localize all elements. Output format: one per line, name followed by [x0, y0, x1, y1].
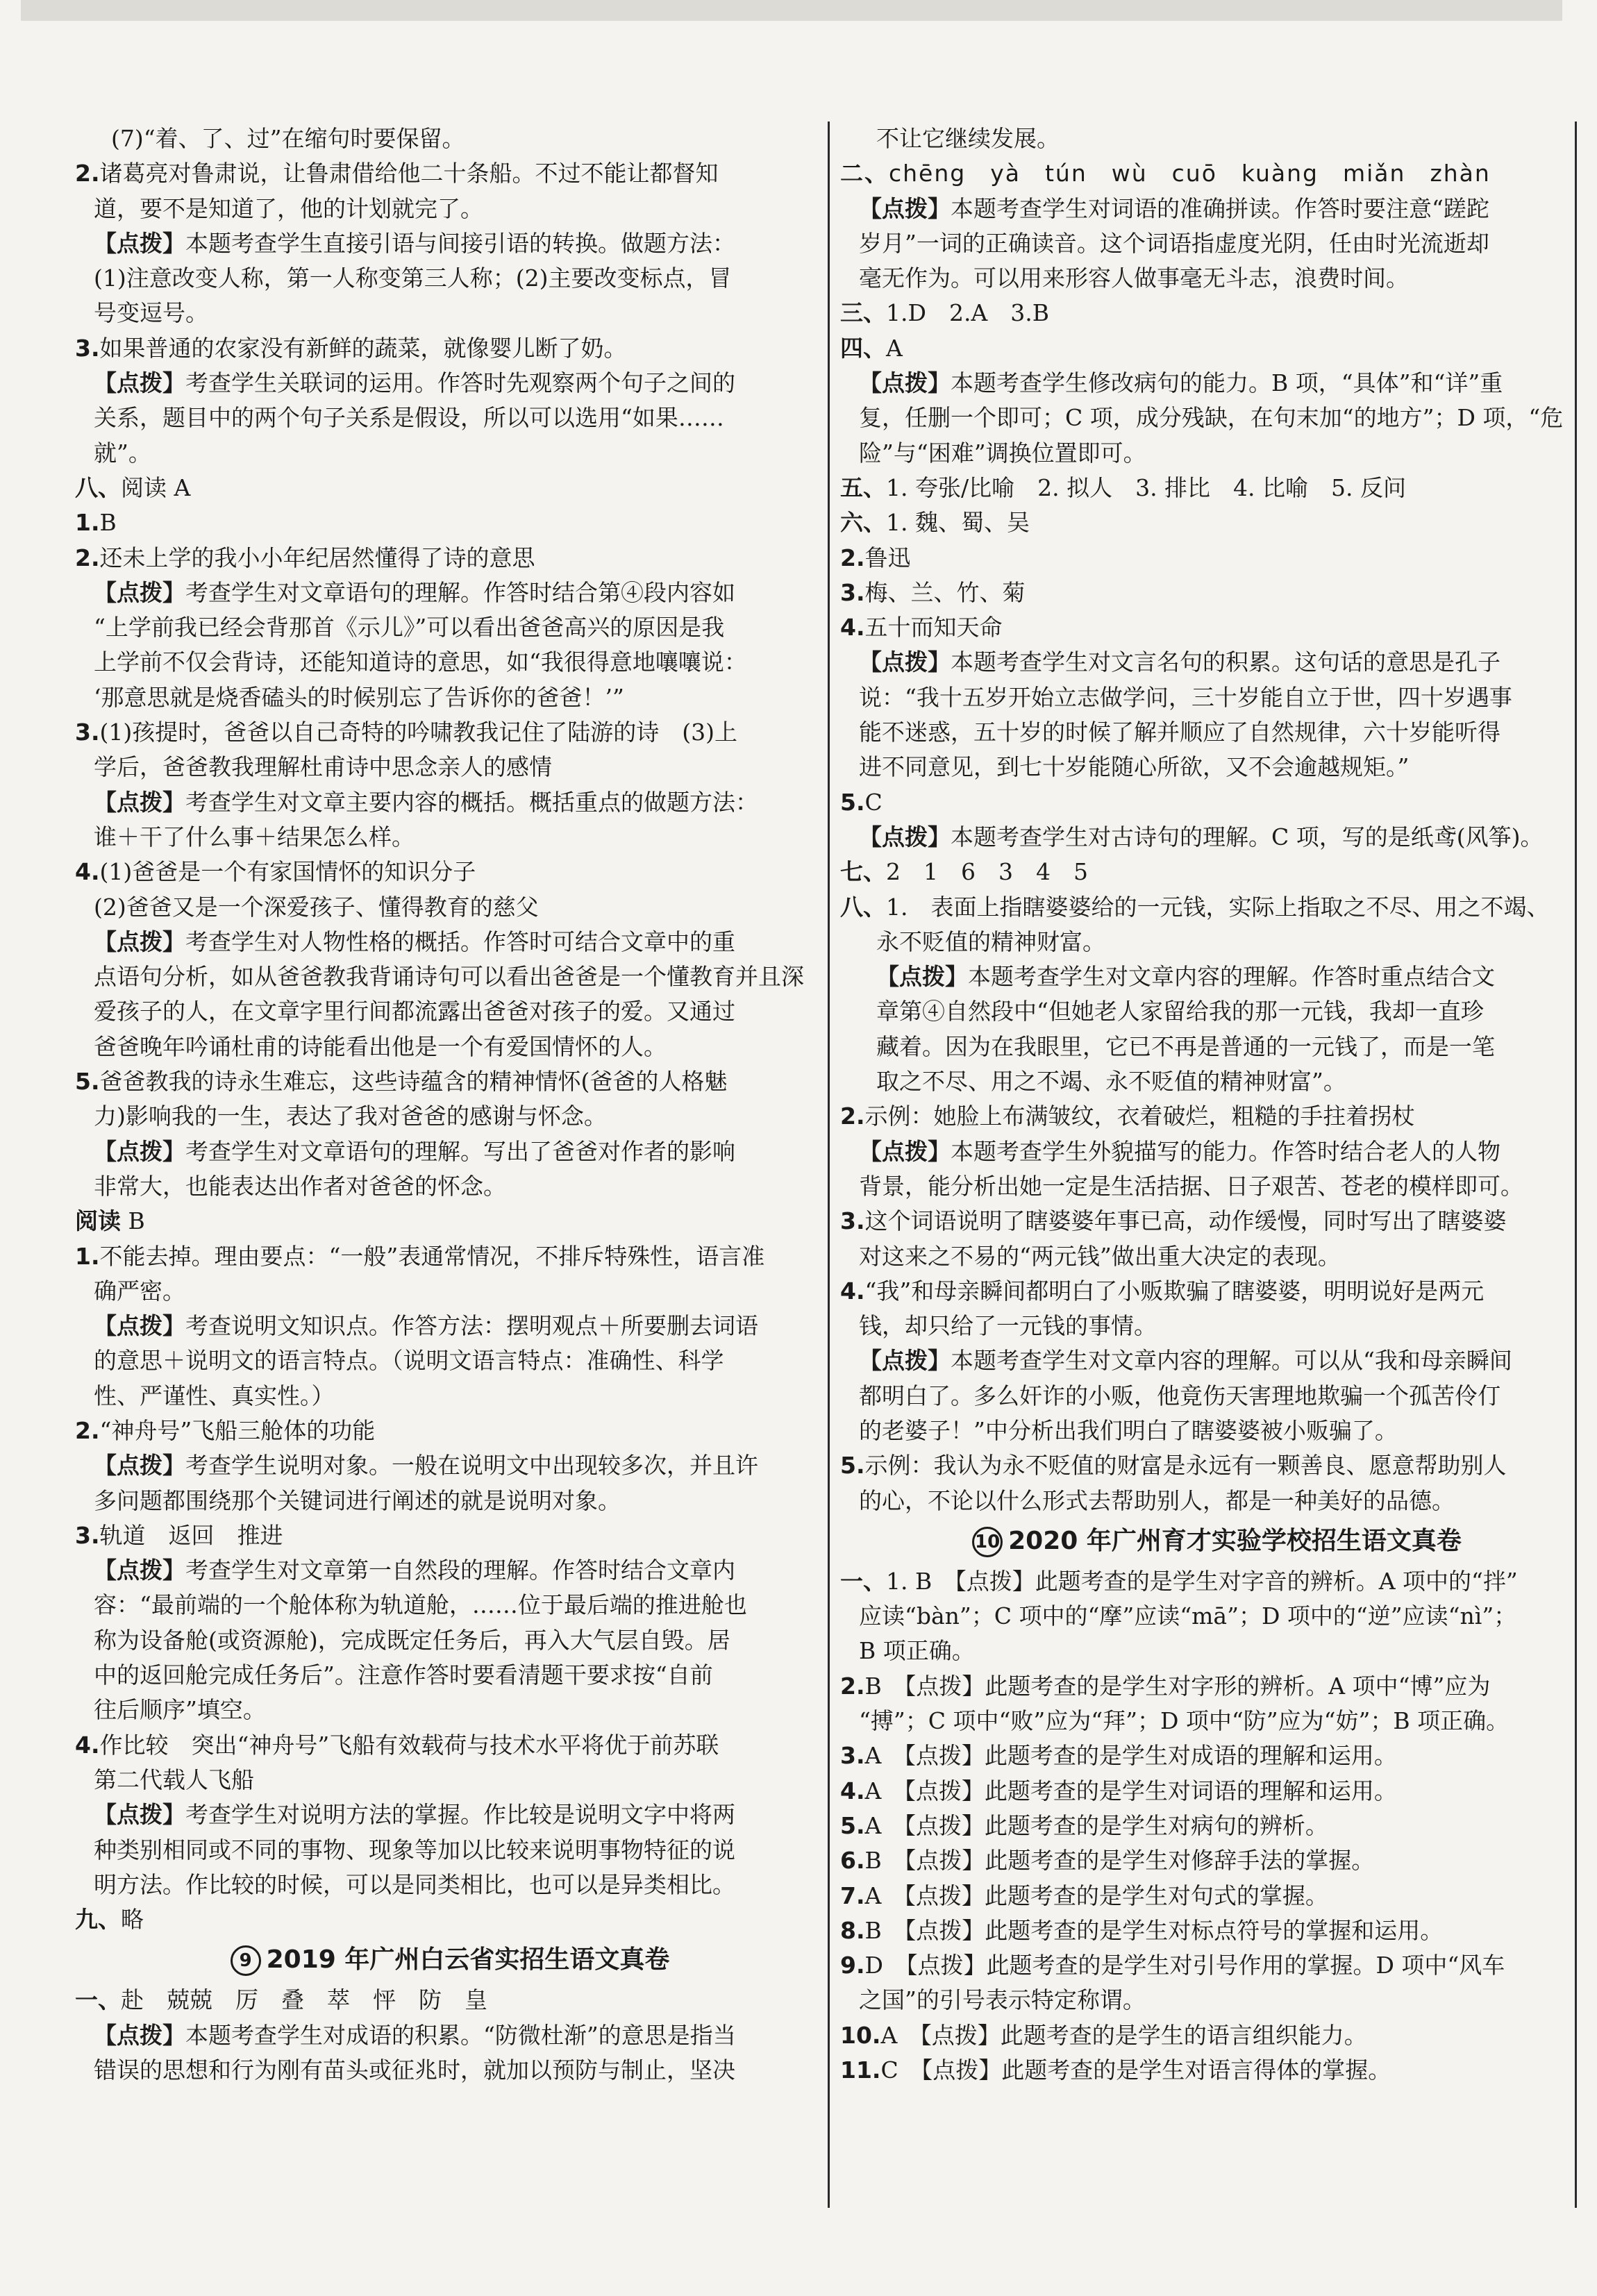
hint-tag: 【点拨】 — [94, 1137, 185, 1165]
answer-line — [840, 925, 1594, 960]
line-text: 轨道 返回 推进 — [99, 1521, 283, 1549]
section-title — [840, 1518, 1594, 1564]
answer-line — [840, 541, 1594, 576]
item-number: 5. — [75, 1068, 100, 1096]
line-text: 应读“bàn”；C 项中的“摩”应读“mā”；D 项中的“逆”应读“nì”； — [859, 1602, 1517, 1630]
line-text: 上学前不仅会背诗，还能知道诗的意思，如“我很得意地嚷嚷说： — [94, 648, 747, 676]
line-text: A 【点拨】此题考查的是学生对词语的理解和运用。 — [864, 1777, 1397, 1804]
answer-line — [840, 121, 1594, 156]
item-number: 1. — [75, 1242, 100, 1270]
answer-line — [840, 192, 1594, 226]
item-number: 2. — [840, 1103, 865, 1130]
section-title-text: 2019 年广州白云省实招生语文真卷 — [266, 1945, 670, 1975]
line-text: “搏”；C 项中“败”应为“拜”；D 项中“防”应为“妨”；B 项正确。 — [859, 1707, 1510, 1735]
answer-line — [840, 645, 1594, 680]
item-number: 4. — [75, 1731, 100, 1759]
answer-line — [840, 401, 1594, 435]
answer-line — [840, 1448, 1594, 1483]
line-text: 1. B 【点拨】此题考查的是学生对字音的辨析。A 项中的“拌” — [886, 1567, 1518, 1595]
answer-line — [840, 576, 1594, 610]
answer-line — [75, 366, 825, 401]
item-number: 八、 — [75, 474, 121, 501]
item-number: 6. — [840, 1847, 865, 1875]
answer-line — [840, 680, 1594, 715]
line-text: 阅读 A — [121, 474, 191, 501]
line-text: 说：“我十五岁开始立志做学问，三十岁能自立于世，四十岁遇事 — [859, 683, 1512, 711]
answer-line — [75, 1099, 825, 1134]
line-text: 多问题都围绕那个关键词进行阐述的就是说明对象。 — [94, 1486, 621, 1514]
item-number: 八、 — [840, 893, 886, 921]
line-text: 考查学生对文章第一自然段的理解。作答时结合文章内 — [185, 1557, 735, 1584]
line-text: 本题考查学生直接引语与间接引语的转换。做题方法： — [185, 229, 735, 257]
line-text: 的心，不论以什么形式去帮助别人，都是一种美好的品德。 — [859, 1486, 1455, 1514]
line-text: 毫无作为。可以用来形容人做事毫无斗志，浪费时间。 — [859, 265, 1409, 292]
answer-line — [75, 1588, 825, 1623]
answer-line — [840, 1879, 1594, 1913]
line-text: “我”和母亲瞬间都明白了小贩欺骗了瞎婆婆，明明说好是两元 — [864, 1277, 1485, 1305]
answer-line — [840, 296, 1594, 330]
line-text: 作比较 突出“神舟号”飞船有效载荷与技术水平将优于前苏联 — [99, 1731, 719, 1759]
answer-line — [75, 1983, 825, 2018]
item-number: 3. — [75, 334, 100, 362]
line-text: 复，任删一个即可；C 项，成分残缺，在句末加“的地方”；D 项，“危 — [859, 404, 1564, 432]
line-text: 本题考查学生对文章内容的理解。可以从“我和母亲瞬间 — [951, 1347, 1512, 1375]
item-number: 2. — [75, 544, 100, 571]
line-text: 的意思＋说明文的语言特点。（说明文语言特点：准确性、科学 — [94, 1347, 724, 1375]
line-text: 容：“最前端的一个舱体称为轨道舱，……位于最后端的推进舱也 — [94, 1591, 747, 1619]
line-text: A 【点拨】此题考查的是学生对句式的掌握。 — [864, 1882, 1328, 1909]
answer-line — [75, 261, 825, 296]
answer-line — [75, 1414, 825, 1448]
line-text: 1.D 2.A 3.B — [886, 299, 1049, 327]
item-number: 8. — [840, 1916, 865, 1944]
answer-line — [75, 226, 825, 261]
hint-tag: 【点拨】 — [94, 1557, 185, 1584]
item-number: 10. — [840, 2021, 881, 2049]
line-text: 学后，爸爸教我理解杜甫诗中思念亲人的感情 — [94, 753, 552, 781]
item-number: 阅读 — [75, 1207, 121, 1235]
answer-line — [75, 890, 825, 925]
answer-line — [75, 576, 825, 610]
answer-line — [75, 750, 825, 785]
answer-line — [840, 1634, 1594, 1668]
answer-line — [75, 2018, 825, 2053]
answer-line — [75, 1030, 825, 1064]
answer-line — [840, 855, 1594, 889]
line-text: 1. 魏、蜀、吴 — [886, 509, 1030, 537]
answer-line — [840, 820, 1594, 855]
line-text: B 【点拨】此题考查的是学生对标点符号的掌握和运用。 — [864, 1916, 1444, 1944]
line-text: 的老婆子！”中分析出我们明白了瞎婆婆被小贩骗了。 — [859, 1416, 1398, 1444]
line-text: C 【点拨】此题考查的是学生对语言得体的掌握。 — [880, 2056, 1391, 2084]
line-text: 五十而知天命 — [864, 614, 1003, 642]
line-text: 章第④自然段中“但她老人家留给我的那一元钱，我却一直珍 — [876, 998, 1484, 1025]
item-number: 九、 — [75, 1906, 121, 1934]
line-text: 往后顺序”填空。 — [94, 1696, 266, 1724]
line-text: 梅、兰、竹、菊 — [864, 578, 1026, 606]
answer-line — [75, 820, 825, 855]
line-text: 考查学生对文章语句的理解。写出了爸爸对作者的影响 — [185, 1137, 735, 1165]
hint-tag: 【点拨】 — [859, 648, 951, 676]
answer-line — [75, 1309, 825, 1343]
item-number: 2. — [840, 1672, 865, 1700]
line-text: 进不同意见，到七十岁能随心所欲，又不会逾越规矩。” — [859, 753, 1410, 781]
line-text: (1)孩提时，爸爸以自己奇特的吟啸教我记住了陆游的诗 (3)上 — [99, 719, 737, 746]
answer-line — [75, 1169, 825, 1204]
line-text: 爸爸晚年吟诵杜甫的诗能看出他是一个有爱国情怀的人。 — [94, 1032, 667, 1060]
item-number: 一、 — [75, 1986, 121, 2014]
item-number: 4. — [75, 858, 100, 886]
section-title-text: 2020 年广州育才实验学校招生语文真卷 — [1008, 1526, 1462, 1555]
answer-line — [840, 471, 1594, 505]
line-text: B 【点拨】此题考查的是学生对字形的辨析。A 项中“博”应为 — [864, 1672, 1491, 1700]
line-text: 本题考查学生修改病句的能力。B 项，“具体”和“详”重 — [951, 369, 1503, 397]
line-text: 错误的思想和行为刚有苗头或征兆时，就加以预防与制止，坚决 — [94, 2056, 735, 2084]
answer-line — [75, 1484, 825, 1518]
answer-line — [840, 1738, 1594, 1773]
column-divider — [828, 121, 830, 2208]
line-text: 非常大，也能表达出作者对爸爸的怀念。 — [94, 1172, 506, 1200]
item-number: 3. — [840, 578, 865, 606]
answer-line — [840, 1064, 1594, 1099]
circled-number: 10 — [972, 1527, 1003, 1557]
answer-line — [75, 156, 825, 191]
item-number: 3. — [75, 1521, 100, 1549]
answer-line — [75, 1064, 825, 1099]
answer-line — [840, 610, 1594, 645]
line-text: 都明白了。多么奸诈的小贩，他竟伤天害理地欺骗一个孤苦伶仃 — [859, 1382, 1500, 1409]
line-text: 鲁迅 — [864, 544, 911, 571]
line-text: 考查学生对说明方法的掌握。作比较是说明文字中将两 — [185, 1801, 735, 1829]
answer-line — [840, 1948, 1594, 1983]
answer-line — [75, 1658, 825, 1693]
line-text: 背景，能分析出她一定是生活拮据、日子艰苦、苍老的模样即可。 — [859, 1172, 1523, 1200]
answer-line — [75, 1728, 825, 1763]
item-number: 4. — [840, 1777, 865, 1804]
line-text: 藏着。因为在我眼里，它已不再是普通的一元钱了，而是一笔 — [876, 1032, 1495, 1060]
item-number: 5. — [840, 788, 865, 816]
hint-tag: 【点拨】 — [94, 1312, 185, 1340]
answer-line — [840, 994, 1594, 1029]
item-number: 五、 — [840, 474, 886, 501]
answer-line — [840, 1669, 1594, 1704]
line-text: 本题考查学生对古诗句的理解。C 项，写的是纸鸢(风筝)。 — [951, 823, 1544, 850]
answer-line — [75, 296, 825, 330]
answer-line — [840, 1774, 1594, 1809]
right-column — [840, 121, 1594, 2088]
answer-line — [75, 401, 825, 435]
line-text: “上学前我已经会背那首《示儿》”可以看出爸爸高兴的原因是我 — [94, 614, 725, 642]
answer-line — [840, 1843, 1594, 1878]
line-text: 不能去掉。理由要点：“一般”表通常情况，不排斥特殊性，语言准 — [99, 1242, 765, 1270]
answer-line — [840, 1484, 1594, 1518]
line-text: 性、严谨性、真实性。） — [94, 1382, 335, 1409]
item-number: 四、 — [840, 334, 886, 362]
answer-line — [75, 1763, 825, 1798]
line-text: 关系，题目中的两个句子关系是假设，所以可以选用“如果…… — [94, 404, 724, 432]
line-text: 1. 表面上指瞎婆婆给的一元钱，实际上指取之不尽、用之不竭、 — [886, 893, 1550, 921]
answer-line — [840, 1379, 1594, 1414]
answer-line — [840, 1704, 1594, 1738]
scan-top-edge — [21, 0, 1562, 21]
line-text: ‘那意思就是烧香磕头的时候别忘了告诉你的爸爸！’” — [94, 683, 624, 711]
line-text: 考查说明文知识点。作答方法：摆明观点＋所要删去词语 — [185, 1312, 758, 1340]
item-number: 3. — [840, 1207, 865, 1235]
answer-line — [840, 1274, 1594, 1309]
answer-line — [840, 785, 1594, 820]
item-number: 2. — [75, 160, 100, 187]
item-number: 3. — [75, 719, 100, 746]
hint-tag: 【点拨】 — [94, 229, 185, 257]
answer-line — [840, 1913, 1594, 1948]
item-number: 4. — [840, 1277, 865, 1305]
answer-line — [75, 541, 825, 576]
item-number: 2. — [75, 1416, 100, 1444]
answer-line — [75, 994, 825, 1029]
answer-line — [75, 1379, 825, 1414]
line-text: 就”。 — [94, 439, 151, 467]
answer-line — [75, 2053, 825, 2088]
answer-line — [75, 1868, 825, 1902]
answer-line — [75, 1693, 825, 1727]
answer-line — [840, 1983, 1594, 2018]
answer-line — [840, 331, 1594, 366]
line-text: 爱孩子的人，在文章字里行间都流露出爸爸对孩子的爱。又通过 — [94, 998, 735, 1025]
answer-line — [75, 715, 825, 750]
line-text: 不让它继续发展。 — [876, 125, 1060, 152]
item-number: 七、 — [840, 858, 886, 886]
answer-line — [75, 1798, 825, 1832]
line-text: 险”与“困难”调换位置即可。 — [859, 439, 1146, 467]
line-text: 本题考查学生对成语的积累。“防微杜渐”的意思是指当 — [185, 2021, 736, 2049]
answer-line — [75, 645, 825, 680]
line-text: 能不迷惑，五十岁的时候了解并顺应了自然规律，六十岁能听得 — [859, 719, 1500, 746]
answer-line — [75, 1518, 825, 1553]
line-text: 1. 夸张/比喻 2. 拟人 3. 排比 4. 比喻 5. 反问 — [886, 474, 1406, 501]
answer-line — [840, 1564, 1594, 1599]
answer-line — [840, 156, 1594, 191]
line-text: 道，要不是知道了，他的计划就完了。 — [94, 194, 483, 222]
answer-line — [75, 610, 825, 645]
line-text: 力)影响我的一生，表达了我对爸爸的感谢与怀念。 — [94, 1103, 607, 1130]
answer-line — [840, 2018, 1594, 2053]
line-text: 示例：她脸上布满皱纹，衣着破烂，粗糙的手拄着拐杖 — [864, 1103, 1415, 1130]
line-text: C — [864, 788, 883, 816]
hint-tag: 【点拨】 — [94, 369, 185, 397]
answer-line — [840, 1599, 1594, 1634]
answer-line — [75, 436, 825, 471]
answer-line — [840, 1134, 1594, 1169]
item-number: 1. — [75, 509, 100, 537]
answer-line — [75, 1343, 825, 1378]
line-text: 考查学生对文章主要内容的概括。概括重点的做题方法： — [185, 788, 758, 816]
line-text: 还未上学的我小小年纪居然懂得了诗的意思 — [99, 544, 535, 571]
answer-line — [840, 1309, 1594, 1343]
line-text: 本题考查学生外貌描写的能力。作答时结合老人的人物 — [951, 1137, 1500, 1165]
line-text: 明方法。作比较的时候，可以是同类相比，也可以是异类相比。 — [94, 1870, 735, 1898]
answer-line — [840, 1030, 1594, 1064]
answer-line — [75, 121, 825, 156]
line-text: A — [886, 334, 903, 362]
hint-tag: 【点拨】 — [859, 1347, 951, 1375]
answer-line — [840, 366, 1594, 401]
line-text: D 【点拨】此题考查的是学生对引号作用的掌握。D 项中“风车 — [864, 1952, 1505, 1979]
line-text: A 【点拨】此题考查的是学生对病句的辨析。 — [864, 1811, 1328, 1839]
item-number: 2. — [840, 544, 865, 571]
item-number: 9. — [840, 1952, 865, 1979]
line-text: 考查学生对人物性格的概括。作答时可结合文章中的重 — [185, 928, 735, 955]
answer-line — [75, 1448, 825, 1483]
line-text: 诸葛亮对鲁肃说，让鲁肃借给他二十条船。不过不能让都督知 — [99, 160, 719, 187]
line-text: B — [121, 1207, 145, 1235]
answer-line — [840, 890, 1594, 925]
hint-tag: 【点拨】 — [94, 2021, 185, 2049]
item-number: 3. — [840, 1742, 865, 1770]
answer-line — [75, 1833, 825, 1868]
answer-line — [75, 1623, 825, 1658]
line-text: 钱，却只给了一元钱的事情。 — [859, 1312, 1157, 1340]
line-text: 取之不尽、用之不竭、永不贬值的精神财富”。 — [876, 1068, 1346, 1096]
answer-line — [75, 1902, 825, 1937]
answer-line — [840, 226, 1594, 261]
line-text: (1)注意改变人称，第一人称变第三人称；(2)主要改变标点，冒 — [94, 265, 732, 292]
item-number: 5. — [840, 1811, 865, 1839]
answer-line — [75, 471, 825, 505]
answer-line — [840, 1169, 1594, 1204]
line-text: “神舟号”飞船三舱体的功能 — [99, 1416, 376, 1444]
hint-tag: 【点拨】 — [94, 1801, 185, 1829]
line-text: 本题考查学生对文言名句的积累。这句话的意思是孔子 — [951, 648, 1500, 676]
item-number: 5. — [840, 1452, 865, 1480]
line-text: 爸爸教我的诗永生难忘，这些诗蕴含的精神情怀(爸爸的人格魅 — [99, 1068, 728, 1096]
line-text: 对这来之不易的“两元钱”做出重大决定的表现。 — [859, 1242, 1341, 1270]
answer-line — [840, 1099, 1594, 1134]
answer-line — [75, 960, 825, 994]
line-text: B — [99, 509, 117, 537]
item-number: 4. — [840, 614, 865, 642]
hint-tag: 【点拨】 — [94, 1452, 185, 1480]
line-text: chēng yà tún wù cuō kuàng miǎn zhàn — [889, 160, 1491, 187]
line-text: (7)“着、了、过”在缩句时要保留。 — [111, 125, 465, 152]
answer-line — [75, 785, 825, 820]
line-text: 这个词语说明了瞎婆婆年事已高，动作缓慢，同时写出了瞎婆婆 — [864, 1207, 1507, 1235]
answer-line — [840, 1809, 1594, 1843]
line-text: A 【点拨】此题考查的是学生的语言组织能力。 — [880, 2021, 1367, 2049]
line-text: 示例：我认为永不贬值的财富是永远有一颗善良、愿意帮助别人 — [864, 1452, 1507, 1480]
answer-line — [75, 331, 825, 366]
line-text: B 【点拨】此题考查的是学生对修辞手法的掌握。 — [864, 1847, 1375, 1875]
line-text: 本题考查学生对词语的准确拼读。作答时要注意“蹉跎 — [951, 194, 1489, 222]
answer-line — [840, 505, 1594, 540]
item-number: 11. — [840, 2056, 881, 2084]
hint-tag: 【点拨】 — [94, 578, 185, 606]
answer-line — [75, 680, 825, 715]
line-text: 谁＋干了什么事＋结果怎么样。 — [94, 823, 415, 850]
answer-line — [840, 1204, 1594, 1239]
answer-line — [840, 960, 1594, 994]
hint-tag: 【点拨】 — [876, 963, 968, 991]
line-text: 岁月”一词的正确读音。这个词语指虚度光阴，任由时光流逝却 — [859, 229, 1489, 257]
answer-line — [840, 1414, 1594, 1448]
answer-line — [840, 436, 1594, 471]
line-text: 本题考查学生对文章内容的理解。作答时重点结合文 — [968, 963, 1495, 991]
line-text: 2 1 6 3 4 5 — [886, 858, 1088, 886]
line-text: A 【点拨】此题考查的是学生对成语的理解和运用。 — [864, 1742, 1397, 1770]
answer-line — [75, 192, 825, 226]
answer-line — [75, 1553, 825, 1588]
answer-line — [75, 1274, 825, 1309]
answer-line — [75, 1134, 825, 1169]
answer-line — [840, 715, 1594, 750]
line-text: (1)爸爸是一个有家国情怀的知识分子 — [99, 858, 476, 886]
line-text: 如果普通的农家没有新鲜的蔬菜，就像婴儿断了奶。 — [99, 334, 627, 362]
line-text: 称为设备舱(或资源舱)，完成既定任务后，再入大气层自毁。居 — [94, 1626, 730, 1654]
hint-tag: 【点拨】 — [859, 369, 951, 397]
item-number: 一、 — [840, 1567, 886, 1595]
left-column — [75, 121, 825, 2088]
answer-line — [75, 505, 825, 540]
line-text: 永不贬值的精神财富。 — [876, 928, 1105, 955]
line-text: (2)爸爸又是一个深爱孩子、懂得教育的慈父 — [94, 893, 539, 921]
hint-tag: 【点拨】 — [859, 823, 951, 850]
answer-line — [840, 2053, 1594, 2088]
line-text: 考查学生关联词的运用。作答时先观察两个句子之间的 — [185, 369, 735, 397]
answer-line — [840, 261, 1594, 296]
hint-tag: 【点拨】 — [859, 194, 951, 222]
line-text: 中的返回舱完成任务后”。注意作答时要看清题干要求按“自前 — [94, 1661, 713, 1689]
item-number: 7. — [840, 1882, 865, 1909]
line-text: B 项正确。 — [859, 1637, 975, 1665]
item-number: 六、 — [840, 509, 886, 537]
item-number: 三、 — [840, 299, 886, 327]
line-text: 号变逗号。 — [94, 299, 208, 327]
line-text: 考查学生对文章语句的理解。作答时结合第④段内容如 — [185, 578, 735, 606]
answer-line — [75, 1239, 825, 1274]
answer-line — [840, 1239, 1594, 1274]
line-text: 赴 兢兢 厉 叠 萃 怦 防 皇 — [121, 1986, 487, 2014]
line-text: 之国”的引号表示特定称谓。 — [859, 1986, 1146, 2014]
answer-line — [840, 1343, 1594, 1378]
item-number: 二、 — [840, 160, 889, 187]
line-text: 略 — [121, 1906, 144, 1934]
answer-line — [75, 855, 825, 889]
line-text: 考查学生说明对象。一般在说明文中出现较多次，并且许 — [185, 1452, 758, 1480]
answer-line — [840, 750, 1594, 785]
line-text: 点语句分析，如从爸爸教我背诵诗句可以看出爸爸是一个懂教育并且深 — [94, 963, 804, 991]
hint-tag: 【点拨】 — [94, 788, 185, 816]
section-title — [75, 1937, 825, 1983]
answer-line — [75, 1204, 825, 1239]
answer-line — [75, 925, 825, 960]
line-text: 确严密。 — [94, 1277, 185, 1305]
hint-tag: 【点拨】 — [94, 928, 185, 955]
hint-tag: 【点拨】 — [859, 1137, 951, 1165]
circled-number: 9 — [231, 1945, 261, 1976]
line-text: 第二代载人飞船 — [94, 1766, 254, 1793]
line-text: 种类别相同或不同的事物、现象等加以比较来说明事物特征的说 — [94, 1836, 735, 1863]
